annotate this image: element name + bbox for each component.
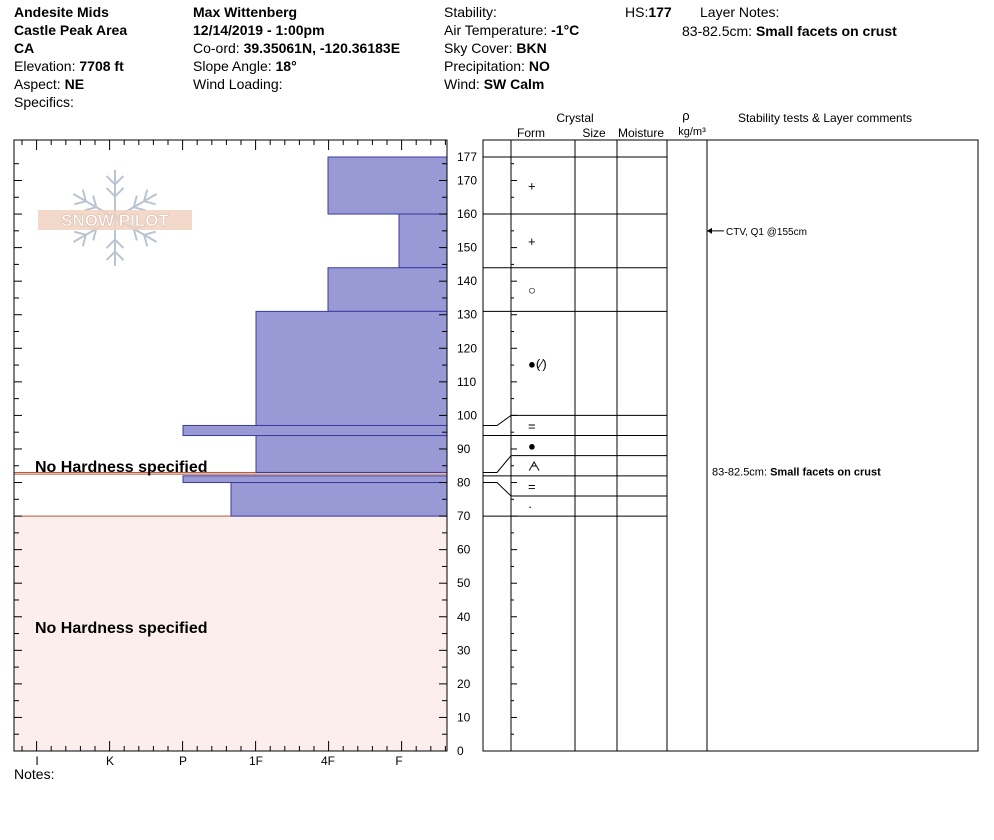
logo-text: SNOW PILOT [61, 211, 169, 230]
depth-tick-label: 90 [457, 441, 471, 456]
air-temp-value: -1°C [551, 22, 580, 38]
depth-axis-labels [457, 150, 477, 758]
hardness-scale-label: 1F [248, 754, 264, 768]
air-temp-label: Air Temperature: [444, 22, 548, 38]
snowflake-branch [85, 207, 97, 210]
snowflake-branch [107, 252, 115, 260]
snowflake-branch [144, 201, 156, 204]
crystal-form-symbols [528, 179, 547, 514]
snowflake-branch [107, 188, 115, 196]
stability-comments-header: Stability tests & Layer comments [737, 111, 913, 125]
crystal-form-symbol: + [528, 233, 536, 249]
depth-tick-label: 120 [457, 341, 478, 356]
slope-label: Slope Angle: [193, 58, 272, 74]
crystal-form-symbol: + [528, 178, 536, 194]
hardness-bar [328, 268, 447, 312]
snowflake-branch [115, 240, 123, 248]
depth-ticks [511, 164, 517, 751]
layer-connector [483, 456, 511, 473]
wind-loading-label: Wind Loading: [193, 76, 283, 92]
layer-comment-depth: 83-82.5cm: [712, 466, 771, 479]
layer-comment [712, 466, 881, 478]
crystal-form-symbol: · [528, 499, 533, 515]
layer-note-text: Small facets on crust [755, 23, 897, 39]
crystal-form-symbol: = [528, 418, 536, 434]
crystal-header: Crystal [556, 111, 594, 125]
no-hardness-label-upper: No Hardness specified [35, 459, 208, 476]
layer-notes-title: Layer Notes: [700, 4, 780, 20]
depth-tick-label: 177 [457, 150, 478, 164]
depth-tick-label: 110 [457, 374, 477, 389]
form-header: Form [517, 126, 545, 140]
depth-tick-label: 50 [457, 576, 471, 591]
density-rho-header: ρ [682, 108, 690, 123]
depth-tick-label: 80 [457, 475, 471, 490]
layer-comments [712, 466, 881, 478]
hardness-scale-label: K [105, 754, 115, 768]
snowflake-branch [115, 176, 123, 184]
observation-datetime: 12/14/2019 - 1:00pm [193, 22, 325, 38]
notes-label: Notes: [14, 766, 55, 782]
location-name: Andesite Mids [14, 4, 109, 20]
stability-test-label: CTV, Q1 @155cm [726, 226, 807, 238]
snowflake-branch [115, 188, 123, 196]
sky-cover-value: BKN [516, 40, 547, 56]
coord-label: Co-ord: [193, 40, 240, 56]
hs-value: 177 [648, 4, 672, 20]
hardness-bar [328, 157, 447, 214]
depth-tick-label: 160 [457, 207, 478, 222]
hardness-bar [231, 483, 447, 517]
state-name: CA [14, 40, 35, 56]
hardness-bar [256, 436, 447, 473]
no-hardness-label-lower: No Hardness specified [35, 620, 208, 637]
hs-label: HS: [625, 4, 649, 20]
density-unit-header: kg/m³ [678, 126, 706, 138]
specifics-label: Specifics: [14, 94, 74, 110]
snowflake-branch [115, 252, 123, 260]
hardness-scale-label: I [35, 754, 39, 768]
depth-tick-label: 40 [457, 609, 471, 624]
layer-comment-text: Small facets on crust [770, 466, 881, 479]
hardness-bar [183, 425, 447, 435]
depth-tick-label: 100 [457, 408, 478, 423]
moisture-header: Moisture [617, 126, 665, 140]
wind-value: SW Calm [483, 76, 545, 92]
snowflake-branch [107, 240, 115, 248]
slope-value: 18° [275, 58, 297, 74]
layer-connector [483, 415, 511, 425]
wind-label: Wind: [444, 76, 480, 92]
depth-tick-label: 10 [457, 710, 471, 725]
depth-tick-label: 30 [457, 643, 471, 658]
elevation-label: Elevation: [14, 58, 76, 74]
stability-tests [707, 227, 807, 238]
crystal-form-symbol: ●(⁄) [528, 356, 547, 372]
snowpilot-logo [38, 170, 192, 266]
area-name: Castle Peak Area [14, 22, 128, 38]
hardness-scale-label: P [178, 754, 188, 768]
crystal-form-symbol: ᗅ [528, 458, 541, 474]
depth-tick-label: 60 [457, 542, 471, 557]
snowflake-branch [107, 176, 115, 184]
precip-label: Precipitation: [444, 58, 525, 74]
snowflake-branch [74, 201, 86, 204]
snowflake-branch [144, 232, 156, 235]
stability-label: Stability: [444, 4, 497, 20]
depth-tick-label: 170 [457, 173, 478, 188]
depth-tick-label: 140 [457, 274, 478, 289]
crystal-form-symbol: = [528, 478, 536, 494]
coord-value: 39.35061N, -120.36183E [243, 40, 401, 56]
elevation-value: 7708 ft [79, 58, 124, 74]
observer-name: Max Wittenberg [193, 4, 298, 20]
depth-tick-label: 130 [457, 307, 478, 322]
hardness-bars [183, 157, 447, 516]
sky-cover-label: Sky Cover: [444, 40, 513, 56]
depth-tick-label: 20 [457, 676, 471, 691]
layer-note-depth: 83-82.5cm: [682, 23, 753, 39]
snowflake-branch [74, 232, 86, 235]
aspect-label: Aspect: [14, 76, 61, 92]
size-header: Size [582, 126, 606, 140]
hardness-bar [183, 476, 447, 483]
crystal-form-symbol: ● [528, 438, 536, 454]
precip-value: NO [528, 58, 550, 74]
depth-tick-label: 150 [457, 240, 478, 255]
layer-connector [483, 483, 511, 496]
crystal-form-symbol: ○ [528, 282, 536, 298]
aspect-value: NE [64, 76, 85, 92]
depth-tick-label: 70 [457, 509, 471, 524]
stability-test-arrowhead [707, 228, 712, 234]
snowflake-branch [134, 207, 146, 210]
hardness-bar [399, 214, 447, 268]
hardness-bar [256, 311, 447, 425]
depth-tick-label: 0 [457, 744, 464, 758]
hardness-scale-labels [35, 754, 402, 768]
hardness-scale-label: 4F [320, 754, 336, 768]
hardness-scale-label: F [395, 754, 403, 768]
